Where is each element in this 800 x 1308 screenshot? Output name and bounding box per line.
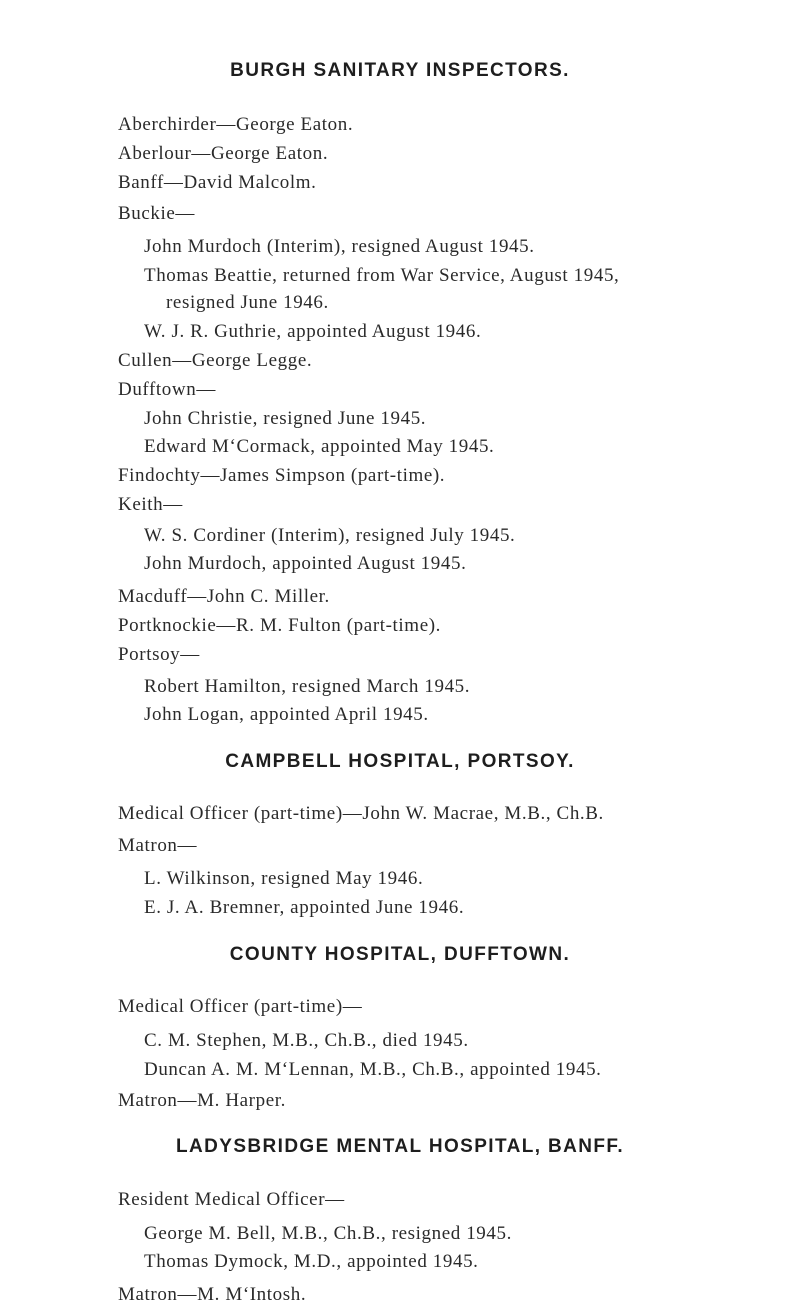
entry-line: John Murdoch (Interim), resigned August 1945. <box>144 236 535 257</box>
section-heading-ladysbridge-mental-hospital: LADYSBRIDGE MENTAL HOSPITAL, BANFF. <box>176 1136 624 1157</box>
entry-line: Resident Medical Officer— <box>118 1189 345 1210</box>
entry-line: George M. Bell, M.B., Ch.B., resigned 1945. <box>144 1223 512 1244</box>
entry-line: Edward M‘Cormack, appointed May 1945. <box>144 436 495 457</box>
entry-line: John Christie, resigned June 1945. <box>144 408 427 429</box>
entry-line: Macduff—John C. Miller. <box>118 586 330 607</box>
entry-line: Cullen—George Legge. <box>118 350 313 371</box>
entry-line: Portsoy— <box>118 644 200 665</box>
entry-line: L. Wilkinson, resigned May 1946. <box>144 868 424 889</box>
entry-line: Thomas Beattie, returned from War Service, August 1945, <box>144 265 620 286</box>
entry-line: C. M. Stephen, M.B., Ch.B., died 1945. <box>144 1030 469 1051</box>
entry-line: Aberlour—George Eaton. <box>118 143 329 164</box>
entry-line: Aberchirder—George Eaton. <box>118 114 354 135</box>
entry-line: E. J. A. Bremner, appointed June 1946. <box>144 897 465 918</box>
entry-line: Banff—David Malcolm. <box>118 172 317 193</box>
entry-line: Matron—M. M‘Intosh. <box>118 1284 307 1305</box>
entry-line: Buckie— <box>118 203 196 224</box>
entry-line: Keith— <box>118 494 183 515</box>
entry-line: resigned June 1946. <box>166 292 329 313</box>
entry-line: Medical Officer (part-time)—John W. Macrae, M.B., Ch.B. <box>118 803 604 824</box>
entry-line: W. S. Cordiner (Interim), resigned July 1945. <box>144 525 516 546</box>
section-heading-county-hospital: COUNTY HOSPITAL, DUFFTOWN. <box>229 944 571 965</box>
section-heading-campbell-hospital: CAMPBELL HOSPITAL, PORTSOY. <box>225 751 575 772</box>
entry-line: John Logan, appointed April 1945. <box>144 704 429 725</box>
entry-line: Matron— <box>118 835 198 856</box>
entry-line: John Murdoch, appointed August 1945. <box>144 553 467 574</box>
entry-line: Portknockie—R. M. Fulton (part-time). <box>118 615 441 636</box>
entry-line: Thomas Dymock, M.D., appointed 1945. <box>144 1251 479 1272</box>
entry-line: Robert Hamilton, resigned March 1945. <box>144 676 471 697</box>
entry-line: Medical Officer (part-time)— <box>118 996 363 1017</box>
entry-line: Duncan A. M. M‘Lennan, M.B., Ch.B., appointed 1945. <box>144 1059 602 1080</box>
entry-line: W. J. R. Guthrie, appointed August 1946. <box>144 321 482 342</box>
entry-line: Dufftown— <box>118 379 216 400</box>
entry-line: Findochty—James Simpson (part-time). <box>118 465 446 486</box>
section-heading-burgh-sanitary-inspectors: BURGH SANITARY INSPECTORS. <box>230 60 570 81</box>
entry-line: Matron—M. Harper. <box>118 1090 286 1111</box>
